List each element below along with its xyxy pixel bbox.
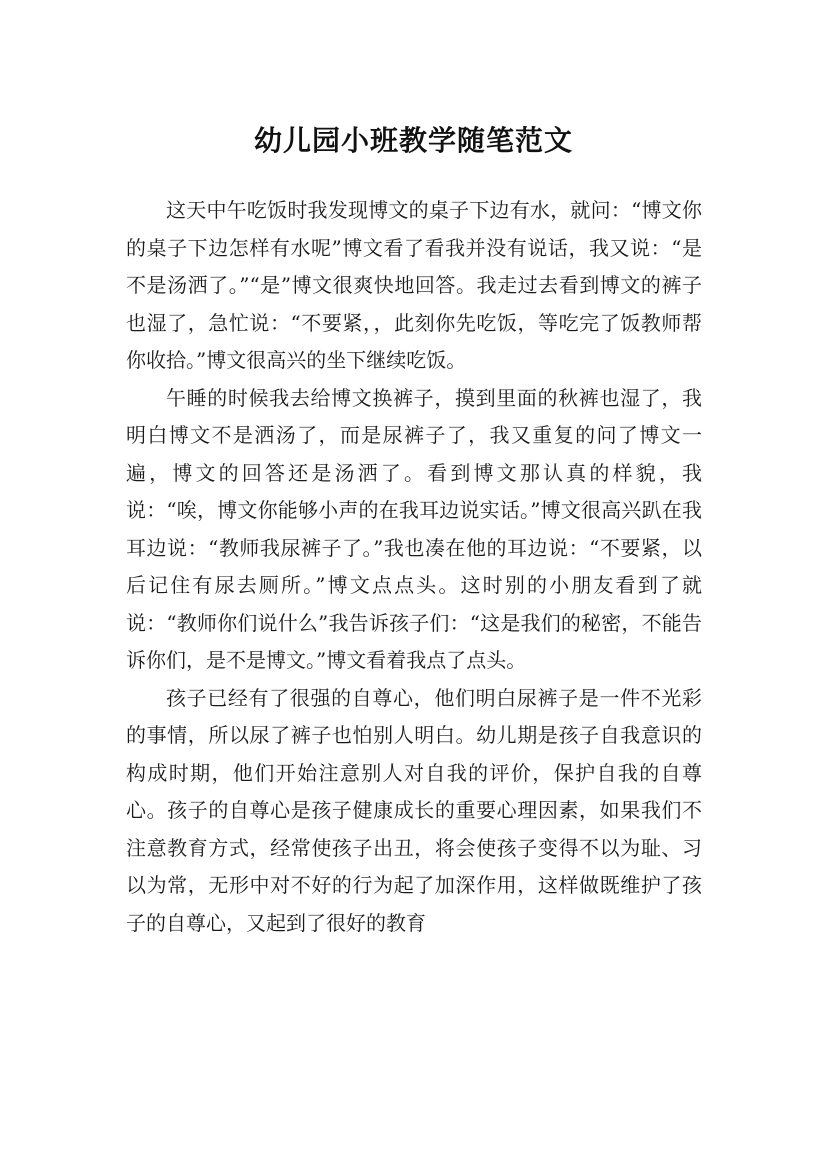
paragraph-3: 孩子已经有了很强的自尊心，他们明白尿裤子是一件不光彩的事情，所以尿了裤子也怕别人明白。幼儿期是孩子自我意识的构成时期，他们开始注意别人对自我的评价，保护自我的自尊心。孩子的自尊心是孩子健康成长的重要心理因素，如果我们不注意教育方式，经常使孩子出丑，将会使孩子变得不以为耻、习以为常，无形中对不好的行为起了加深作用，这样做既维护了孩子的自尊心，又起到了很好的教育 — [126, 685, 702, 935]
document-body — [126, 192, 702, 942]
paragraph-1: 这天中午吃饭时我发现博文的桌子下边有水，就问：“博文你的桌子下边怎样有水呢”博文看了看我并没有说话，我又说：“是不是汤洒了。”“是”博文很爽快地回答。我走过去看到博文的裤子也湿了，急忙说：“不要紧，，此刻你先吃饭，等吃完了饭教师帮你收拾。”博文很高兴的坐下继续吃饭。 — [126, 198, 702, 372]
document-title: 幼儿园小班教学随笔范文 — [253, 123, 573, 157]
paragraph-2: 午睡的时候我去给博文换裤子，摸到里面的秋裤也湿了，我明白博文不是洒汤了，而是尿裤子了，我又重复的问了博文一遍，博文的回答还是汤洒了。看到博文那认真的样貌，我说：“唉，博文你能够小声的在我耳边说实话。”博文很高兴趴在我耳边说：“教师我尿裤子了。”我也凑在他的耳边说：“不要紧，以后记住有尿去厕所。”博文点点头。这时别的小朋友看到了就说：“教师你们说什么”我告诉孩子们：“这是我们的秘密，不能告诉你们，是不是博文。”博文看着我点了点头。 — [126, 385, 702, 672]
